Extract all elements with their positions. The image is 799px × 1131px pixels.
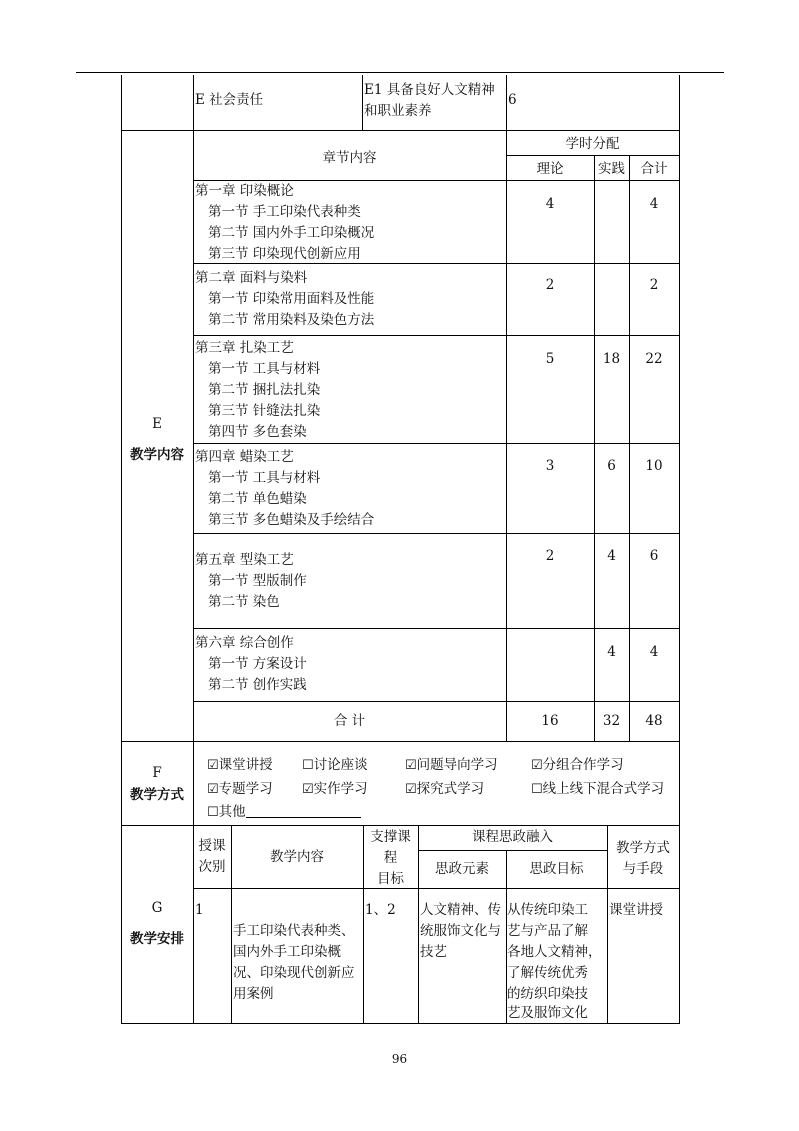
ideology-element-line: 统服饰文化与 bbox=[420, 923, 501, 939]
method-header-line2: 与手段 bbox=[622, 861, 664, 877]
theory-header: 理论 bbox=[536, 161, 564, 177]
schedule-content-line: 况、印染现代创新应 bbox=[233, 965, 355, 981]
total-header: 合计 bbox=[640, 161, 668, 177]
schedule-content-line: 手工印染代表种类、 bbox=[233, 923, 355, 939]
practice-hours: 4 bbox=[607, 644, 616, 660]
practice-hours: 4 bbox=[607, 548, 616, 564]
theory-hours: 2 bbox=[545, 548, 555, 564]
session-header-line2: 次别 bbox=[198, 859, 226, 875]
chapter-section: 第一节 手工印染代表种类 bbox=[208, 204, 361, 220]
chapter-section: 第二节 染色 bbox=[208, 594, 280, 610]
chapter-section: 第二节 常用染料及染色方法 bbox=[208, 312, 375, 328]
responsibility-goal-line1: E1 具备良好人文精神 bbox=[364, 82, 495, 98]
method-option[interactable]: ☑分组合作学习 bbox=[531, 757, 624, 773]
method-option-other[interactable]: ☐其他 bbox=[207, 802, 361, 824]
support-header-line2: 程 bbox=[383, 850, 398, 866]
support-goals: 1、2 bbox=[365, 902, 396, 918]
chapter-title: 第三章 扎染工艺 bbox=[195, 340, 294, 356]
method-option[interactable]: ☐线上线下混合式学习 bbox=[531, 781, 665, 797]
ideology-goal-line: 艺与产品了解 bbox=[507, 923, 588, 939]
page-number: 96 bbox=[391, 1052, 408, 1066]
chapter-title: 第五章 型染工艺 bbox=[195, 552, 294, 568]
checkbox-icon[interactable]: ☑ bbox=[405, 782, 417, 797]
schedule-content-line: 用案例 bbox=[233, 986, 274, 1002]
other-blank[interactable] bbox=[246, 803, 361, 818]
method-option[interactable]: ☑问题导向学习 bbox=[405, 757, 498, 773]
content-header: 教学内容 bbox=[270, 849, 324, 865]
support-header-line1: 支撑课 bbox=[370, 829, 411, 845]
method-option[interactable]: ☑专题学习 bbox=[207, 781, 273, 797]
theory-hours: 3 bbox=[545, 458, 555, 474]
method-option[interactable]: ☐讨论座谈 bbox=[302, 757, 368, 773]
sum-label: 合 计 bbox=[333, 713, 366, 729]
chapter-title: 第六章 综合创作 bbox=[195, 635, 294, 651]
practice-hours: 18 bbox=[602, 351, 621, 367]
chapter-section: 第二节 创作实践 bbox=[208, 677, 307, 693]
ideology-goal-line: 各地人文精神， bbox=[507, 944, 602, 960]
ideology-goal-line: 了解传统优秀 bbox=[507, 965, 588, 981]
chapter-section: 第三节 印染现代创新应用 bbox=[208, 246, 361, 262]
ideology-goal-line: 的纺织印染技 bbox=[507, 986, 588, 1002]
checkbox-icon[interactable]: ☑ bbox=[302, 782, 314, 797]
support-header-line3: 目标 bbox=[377, 871, 404, 887]
theory-hours: 2 bbox=[545, 277, 555, 293]
sum-practice: 32 bbox=[602, 713, 621, 729]
chapter-section: 第一节 工具与材料 bbox=[208, 361, 321, 377]
total-hours: 4 bbox=[649, 196, 659, 212]
section-f-label: 教学方式 bbox=[130, 787, 184, 803]
checkbox-icon[interactable]: ☐ bbox=[302, 758, 314, 773]
teaching-method: 课堂讲授 bbox=[609, 902, 663, 918]
section-e-label: 教学内容 bbox=[130, 447, 184, 463]
method-option[interactable]: ☑课堂讲授 bbox=[207, 757, 273, 773]
header-rule bbox=[76, 72, 724, 73]
chapter-section: 第三节 针缝法扎染 bbox=[208, 403, 321, 419]
chapter-section: 第一节 型版制作 bbox=[208, 573, 307, 589]
chapter-section: 第一节 工具与材料 bbox=[208, 470, 321, 486]
chapter-title: 第四章 蜡染工艺 bbox=[195, 449, 294, 465]
total-hours: 2 bbox=[649, 277, 659, 293]
ideology-goal-line: 艺及服饰文化 bbox=[507, 1005, 588, 1021]
checkbox-icon[interactable]: ☑ bbox=[207, 782, 219, 797]
chapter-section: 第二节 国内外手工印染概况 bbox=[208, 225, 375, 241]
hours-header: 学时分配 bbox=[565, 136, 620, 152]
checkbox-icon[interactable]: ☐ bbox=[531, 782, 543, 797]
section-g-label: 教学安排 bbox=[130, 931, 184, 947]
method-option[interactable]: ☑探究式学习 bbox=[405, 781, 485, 797]
theory-hours: 4 bbox=[545, 196, 555, 212]
theory-hours: 5 bbox=[545, 351, 555, 367]
chapter-section: 第一节 印染常用面料及性能 bbox=[208, 291, 375, 307]
chapter-section: 第二节 捆扎法扎染 bbox=[208, 382, 321, 398]
section-e-letter: E bbox=[152, 416, 162, 432]
session-number: 1 bbox=[195, 902, 204, 918]
responsibility-goal-line2: 和职业素养 bbox=[364, 103, 432, 119]
section-g-letter: G bbox=[151, 900, 163, 916]
elements-header: 思政元素 bbox=[435, 861, 489, 877]
ideology-goal-line: 从传统印染工 bbox=[507, 902, 588, 918]
chapter-content-header: 章节内容 bbox=[322, 150, 377, 166]
chapter-section: 第三节 多色蜡染及手绘结合 bbox=[208, 512, 375, 528]
total-hours: 4 bbox=[649, 644, 659, 660]
total-hours: 6 bbox=[649, 548, 659, 564]
total-hours: 22 bbox=[645, 351, 663, 367]
checkbox-icon[interactable]: ☐ bbox=[207, 805, 219, 820]
responsibility-label: E 社会责任 bbox=[195, 92, 264, 108]
schedule-content-line: 国内外手工印染概 bbox=[233, 944, 341, 960]
total-hours: 10 bbox=[645, 458, 663, 474]
checkbox-icon[interactable]: ☑ bbox=[405, 758, 417, 773]
ideology-header: 课程思政融入 bbox=[472, 829, 553, 845]
ideology-element-line: 人文精神、传 bbox=[420, 902, 501, 918]
section-f-letter: F bbox=[152, 765, 162, 781]
sum-total: 48 bbox=[645, 713, 663, 729]
checkbox-icon[interactable]: ☑ bbox=[531, 758, 543, 773]
chapter-section: 第一节 方案设计 bbox=[208, 656, 307, 672]
goals-header: 思政目标 bbox=[529, 861, 584, 877]
chapter-section: 第四节 多色套染 bbox=[208, 424, 307, 440]
method-option[interactable]: ☑实作学习 bbox=[302, 781, 368, 797]
checkbox-icon[interactable]: ☑ bbox=[207, 758, 219, 773]
chapter-title: 第二章 面料与染料 bbox=[195, 270, 308, 286]
chapter-section: 第二节 单色蜡染 bbox=[208, 491, 307, 507]
practice-header: 实践 bbox=[598, 161, 625, 177]
practice-hours: 6 bbox=[607, 458, 616, 474]
sum-theory: 16 bbox=[541, 713, 559, 729]
method-header-line1: 教学方式 bbox=[616, 840, 670, 856]
session-header-line1: 授课 bbox=[198, 838, 226, 854]
responsibility-value: 6 bbox=[508, 92, 517, 108]
chapter-title: 第一章 印染概论 bbox=[195, 183, 294, 199]
ideology-element-line: 技艺 bbox=[420, 944, 447, 960]
